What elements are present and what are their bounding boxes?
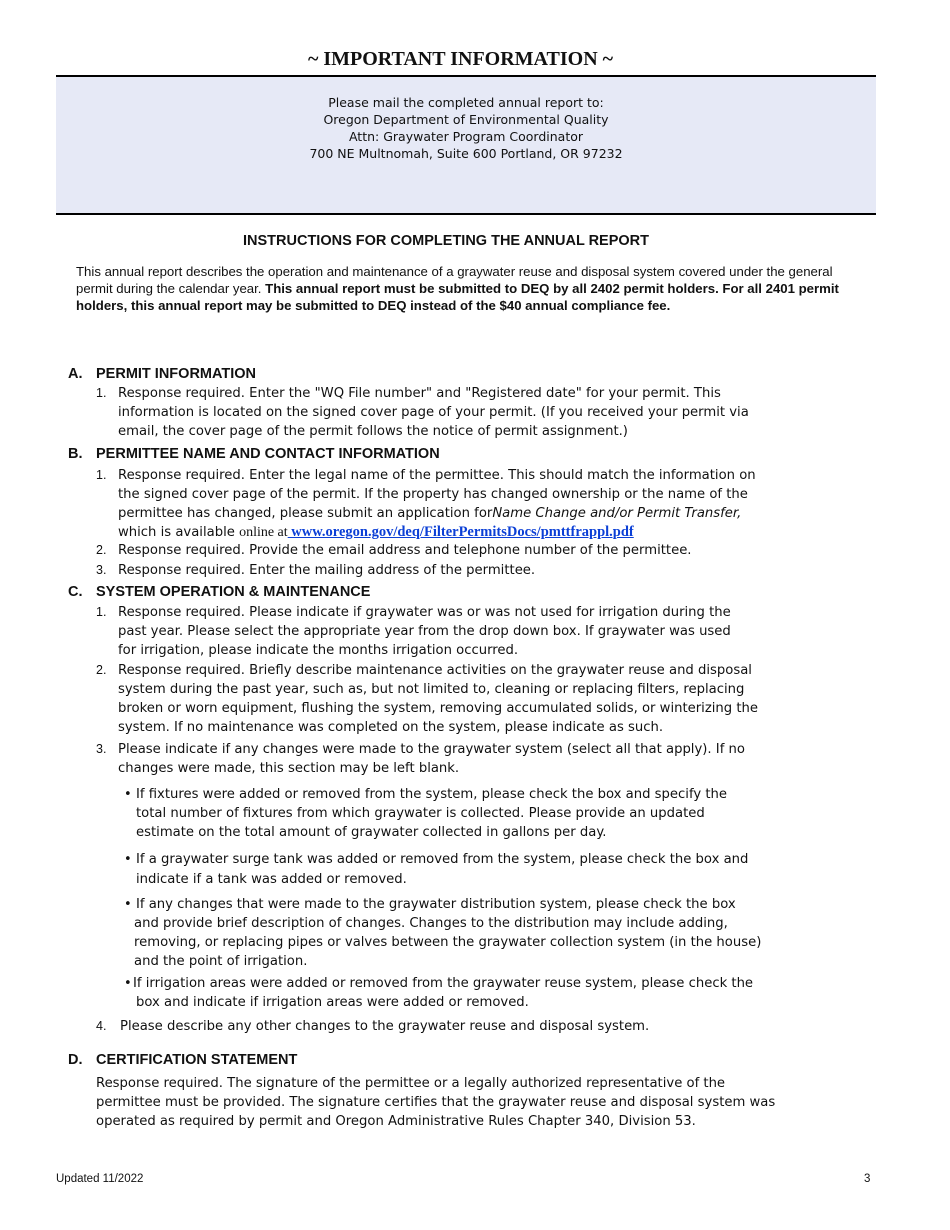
mailing-info-box: [56, 75, 876, 215]
bullet-line: If irrigation areas were added or removed from the graywater reuse system, please check the: [133, 976, 754, 991]
bullet-line: estimate on the total amount of graywater collected in gallons per day.: [136, 825, 607, 840]
item-line: Response required. Briefly describe maintenance activities on the graywater reuse and disposal: [118, 663, 752, 678]
intro-paragraph: [76, 263, 866, 314]
item-line-text: permittee has changed, please submit an application for: [118, 506, 493, 521]
certification-statement: [96, 1074, 775, 1131]
item-line: for irrigation, please indicate the months irrigation occurred.: [118, 643, 519, 658]
item-line: information is located on the signed cover page of your permit. (If you received your permit via: [118, 405, 749, 420]
section-title: PERMITTEE NAME AND CONTACT INFORMATION: [96, 446, 440, 462]
section-letter: A.: [68, 366, 83, 382]
statement-line: permittee must be provided. The signature certifies that the graywater reuse and disposal system was: [96, 1095, 776, 1110]
bullet-line: If fixtures were added or removed from the system, please check the box and specify the: [136, 787, 727, 802]
item-line: the signed cover page of the permit. If the property has changed ownership or the name of the: [118, 487, 748, 502]
online-at-text: online at: [239, 525, 288, 540]
bullet-dot: •: [124, 976, 132, 991]
bullet-line: removing, or replacing pipes or valves between the graywater collection system (in the house): [134, 935, 762, 950]
section-title: PERMIT INFORMATION: [96, 366, 257, 382]
item-number: 1.: [96, 468, 107, 482]
form-name-italic: Name Change and/or Permit Transfer,: [492, 506, 742, 521]
item-number: 2.: [96, 543, 107, 557]
bullet-line: and the point of irrigation.: [134, 954, 308, 969]
mailing-line-4: 700 NE Multnomah, Suite 600 Portland, OR 97232: [309, 146, 623, 161]
item-line: Response required. Enter the legal name of the permittee. This should match the information on: [118, 468, 756, 483]
mailing-line-1: Please mail the completed annual report to:: [328, 95, 604, 110]
item-line: broken or worn equipment, flushing the system, removing accumulated solids, or winterizing the: [118, 701, 758, 716]
mailing-line-3: Attn: Graywater Program Coordinator: [348, 129, 584, 144]
bullet-dot: •: [124, 897, 132, 912]
section-letter: C.: [68, 584, 83, 600]
bullet-line: indicate if a tank was added or removed.: [136, 872, 407, 887]
item-line: changes were made, this section may be left blank.: [118, 761, 460, 776]
item-number: 1.: [96, 605, 107, 619]
section-title: SYSTEM OPERATION & MAINTENANCE: [96, 584, 371, 600]
statement-line: operated as required by permit and Oregon Administrative Rules Chapter 340, Division 53.: [96, 1114, 696, 1129]
bullet-dot: •: [124, 852, 132, 867]
item-line: Response required. Please indicate if graywater was or was not used for irrigation during the: [118, 605, 731, 620]
bullet-line: and provide brief description of changes. Changes to the distribution may include adding,: [134, 916, 728, 931]
item-number: 2.: [96, 663, 107, 677]
section-letter: D.: [68, 1052, 83, 1068]
section-title: CERTIFICATION STATEMENT: [96, 1052, 298, 1068]
permit-transfer-link[interactable]: www.oregon.gov/deq/FilterPermitsDocs/pmttfrappl.pdf: [287, 524, 634, 540]
item-line: past year. Please select the appropriate year from the drop down box. If graywater was used: [118, 624, 731, 639]
item-line: Please describe any other changes to the graywater reuse and disposal system.: [120, 1019, 650, 1034]
bullet-line: box and indicate if irrigation areas were added or removed.: [136, 995, 529, 1010]
bullet-dot: •: [124, 787, 132, 802]
intro-bold-text: This annual report must be submitted to DEQ by all 2402 permit holders. For all 2401 permit holders, this annual report may be submitted to DEQ instead of the $40 annual compliance fee.: [76, 281, 839, 313]
page-title-text: ~ IMPORTANT INFORMATION ~: [307, 48, 614, 70]
mailing-line-2: Oregon Department of Environmental Quality: [323, 112, 609, 127]
item-line: [118, 504, 756, 523]
statement-line: Response required. The signature of the permittee or a legally authorized representative of the: [96, 1076, 726, 1091]
item-number: 1.: [96, 386, 107, 400]
page-number: 3: [864, 1173, 871, 1185]
item-line-text: which is available: [118, 525, 240, 540]
updated-date: Updated 11/2022: [56, 1173, 144, 1185]
item-line: email, the cover page of the permit follows the notice of permit assignment.): [118, 424, 628, 439]
intro-normal-text: This annual report describes the operation and maintenance of a graywater reuse and disposal system covered under the general permit during the calendar year.: [76, 264, 833, 296]
bullet-line: total number of fixtures from which graywater is collected. Please provide an updated: [136, 806, 705, 821]
item-line: system during the past year, such as, but not limited to, cleaning or replacing filters, replacing: [118, 682, 745, 697]
item-line: system. If no maintenance was completed on the system, please indicate as such.: [118, 720, 664, 735]
item-line: [118, 523, 756, 542]
page-title: [0, 48, 950, 71]
item-line: Response required. Provide the email address and telephone number of the permittee.: [118, 543, 692, 558]
instructions-heading: INSTRUCTIONS FOR COMPLETING THE ANNUAL REPORT: [243, 233, 649, 249]
section-letter: B.: [68, 446, 83, 462]
item-line: Response required. Enter the "WQ File number" and "Registered date" for your permit. This: [118, 386, 721, 401]
item-number: 3.: [96, 742, 107, 756]
bullet-line: If a graywater surge tank was added or removed from the system, please check the box and: [136, 852, 749, 867]
bullet-line: If any changes that were made to the graywater distribution system, please check the box: [136, 897, 736, 912]
item-line: Please indicate if any changes were made to the graywater system (select all that apply). If no: [118, 742, 745, 757]
item-line: Response required. Enter the mailing address of the permittee.: [118, 563, 536, 578]
item-number: 3.: [96, 563, 107, 577]
item-number: 4.: [96, 1019, 107, 1033]
